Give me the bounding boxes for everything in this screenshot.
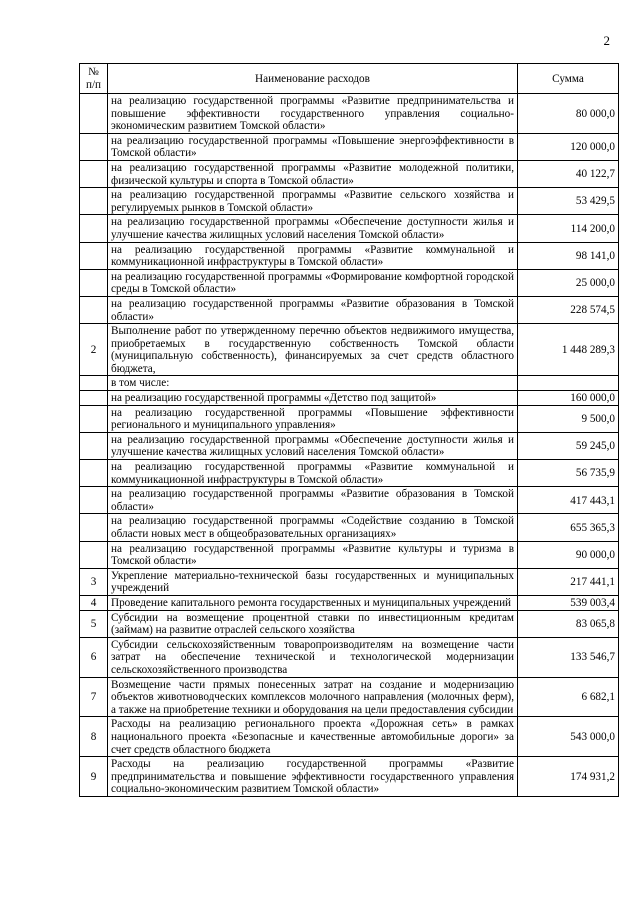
row-number-cell: 2	[80, 324, 108, 376]
expense-name-cell: на реализацию государственной программы «Обеспечение доступности жилья и улучшение качества жилищных условий населения Томской области»	[108, 432, 518, 459]
expense-name-cell: на реализацию государственной программы «Развитие молодежной политики, физической культуры и спорта в Томской области»	[108, 160, 518, 187]
row-number-cell	[80, 94, 108, 134]
row-number-cell	[80, 160, 108, 187]
header-row	[80, 64, 619, 94]
expense-name-cell: Расходы на реализацию регионального проекта «Дорожная сеть» в рамках национального проекта «Безопасные и качественные автомобильные дороги» за счет средств областного бюджета	[108, 717, 518, 757]
table-row	[80, 296, 619, 323]
expense-name-cell: на реализацию государственной программы «Развитие образования в Томской области»	[108, 487, 518, 514]
expense-name-cell: в том числе:	[108, 376, 518, 391]
table-row	[80, 376, 619, 391]
table-row	[80, 610, 619, 637]
expense-name-cell: на реализацию государственной программы «Детство под защитой»	[108, 391, 518, 406]
amount-cell: 90 000,0	[518, 541, 619, 568]
amount-cell: 114 200,0	[518, 215, 619, 242]
amount-cell: 53 429,5	[518, 188, 619, 215]
amount-cell: 543 000,0	[518, 717, 619, 757]
row-number-cell	[80, 242, 108, 269]
amount-cell: 98 141,0	[518, 242, 619, 269]
table-row	[80, 568, 619, 595]
table-row	[80, 432, 619, 459]
table-row	[80, 269, 619, 296]
amount-cell: 655 365,3	[518, 514, 619, 541]
amount-cell	[518, 376, 619, 391]
table-row	[80, 717, 619, 757]
amount-cell: 59 245,0	[518, 432, 619, 459]
table-row	[80, 460, 619, 487]
expense-name-cell: на реализацию государственной программы «Развитие коммунальной и коммуникационной инфраструктуры в Томской области»	[108, 242, 518, 269]
amount-cell: 9 500,0	[518, 405, 619, 432]
expense-name-cell: на реализацию государственной программы «Развитие коммунальной и коммуникационной инфраструктуры в Томской области»	[108, 460, 518, 487]
table-row	[80, 637, 619, 677]
expenses-table	[79, 63, 619, 797]
expense-name-cell: на реализацию государственной программы «Формирование комфортной городской среды в Томской области»	[108, 269, 518, 296]
table-row	[80, 405, 619, 432]
table-row	[80, 541, 619, 568]
row-number-cell	[80, 541, 108, 568]
expense-name-cell: Проведение капитального ремонта государственных и муниципальных учреждений	[108, 595, 518, 610]
row-number-cell: 9	[80, 757, 108, 797]
table-header	[80, 64, 619, 94]
amount-cell: 228 574,5	[518, 296, 619, 323]
table-row	[80, 133, 619, 160]
expense-name-cell: Субсидии на возмещение процентной ставки по инвестиционным кредитам (займам) на развитие отраслей сельского хозяйства	[108, 610, 518, 637]
table-row	[80, 514, 619, 541]
expense-name-cell: Возмещение части прямых понесенных затрат на создание и модернизацию объектов животноводческих комплексов молочного направления (молочных ферм), а также на приобретение техники и оборудования на цели предоставления субсидии	[108, 677, 518, 717]
row-number-cell	[80, 405, 108, 432]
expense-name-cell: на реализацию государственной программы «Развитие сельского хозяйства и регулируемых рынков в Томской области»	[108, 188, 518, 215]
table-body	[80, 94, 619, 797]
amount-cell: 40 122,7	[518, 160, 619, 187]
row-number-cell: 5	[80, 610, 108, 637]
table-row	[80, 188, 619, 215]
row-number-cell	[80, 391, 108, 406]
expense-name-cell: на реализацию государственной программы «Обеспечение доступности жилья и улучшение качества жилищных условий населения Томской области»	[108, 215, 518, 242]
row-number-cell	[80, 460, 108, 487]
amount-cell: 56 735,9	[518, 460, 619, 487]
table-row	[80, 487, 619, 514]
amount-cell: 417 443,1	[518, 487, 619, 514]
amount-cell: 83 065,8	[518, 610, 619, 637]
row-number-cell	[80, 487, 108, 514]
table-row	[80, 160, 619, 187]
expense-name-cell: на реализацию государственной программы «Развитие образования в Томской области»	[108, 296, 518, 323]
table-row	[80, 324, 619, 376]
row-number-cell	[80, 514, 108, 541]
row-number-cell	[80, 269, 108, 296]
table-row	[80, 94, 619, 134]
table-row	[80, 391, 619, 406]
amount-cell: 160 000,0	[518, 391, 619, 406]
amount-cell: 6 682,1	[518, 677, 619, 717]
expense-name-cell: на реализацию государственной программы «Развитие культуры и туризма в Томской области»	[108, 541, 518, 568]
table-row	[80, 215, 619, 242]
row-number-cell: 8	[80, 717, 108, 757]
amount-cell: 174 931,2	[518, 757, 619, 797]
expense-name-cell: Расходы на реализацию государственной программы «Развитие предпринимательства и повышение эффективности государственного управления социально-экономическим развитием Томской области»	[108, 757, 518, 797]
row-number-cell	[80, 432, 108, 459]
amount-cell: 25 000,0	[518, 269, 619, 296]
amount-cell: 80 000,0	[518, 94, 619, 134]
table-row	[80, 757, 619, 797]
header-num: № п/п	[80, 64, 108, 94]
row-number-cell: 4	[80, 595, 108, 610]
amount-cell: 120 000,0	[518, 133, 619, 160]
row-number-cell	[80, 376, 108, 391]
row-number-cell	[80, 133, 108, 160]
expense-name-cell: Укрепление материально-технической базы государственных и муниципальных учреждений	[108, 568, 518, 595]
expense-name-cell: Выполнение работ по утвержденному перечню объектов недвижимого имущества, приобретаемых в государственную собственность Томской области (муниципальную собственность), финансируемых за счет средств областного бюджета,	[108, 324, 518, 376]
amount-cell: 539 003,4	[518, 595, 619, 610]
row-number-cell: 7	[80, 677, 108, 717]
header-name: Наименование расходов	[108, 64, 518, 94]
expense-name-cell: Субсидии сельскохозяйственным товаропроизводителям на возмещение части затрат на обеспечение технической и технологической модернизации сельскохозяйственного производства	[108, 637, 518, 677]
table-row	[80, 242, 619, 269]
amount-cell: 1 448 289,3	[518, 324, 619, 376]
header-sum: Сумма	[518, 64, 619, 94]
expense-name-cell: на реализацию государственной программы «Повышение эффективности регионального и муниципального управления»	[108, 405, 518, 432]
expense-name-cell: на реализацию государственной программы «Содействие созданию в Томской области новых мест в общеобразовательных организациях»	[108, 514, 518, 541]
row-number-cell	[80, 215, 108, 242]
row-number-cell	[80, 296, 108, 323]
page-number: 2	[603, 33, 610, 48]
amount-cell: 133 546,7	[518, 637, 619, 677]
row-number-cell: 3	[80, 568, 108, 595]
row-number-cell	[80, 188, 108, 215]
table-row	[80, 595, 619, 610]
expense-name-cell: на реализацию государственной программы «Развитие предпринимательства и повышение эффективности государственного управления социально-экономическим развитием Томской области»	[108, 94, 518, 134]
amount-cell: 217 441,1	[518, 568, 619, 595]
table-row	[80, 677, 619, 717]
row-number-cell: 6	[80, 637, 108, 677]
expense-name-cell: на реализацию государственной программы «Повышение энергоэффективности в Томской области»	[108, 133, 518, 160]
